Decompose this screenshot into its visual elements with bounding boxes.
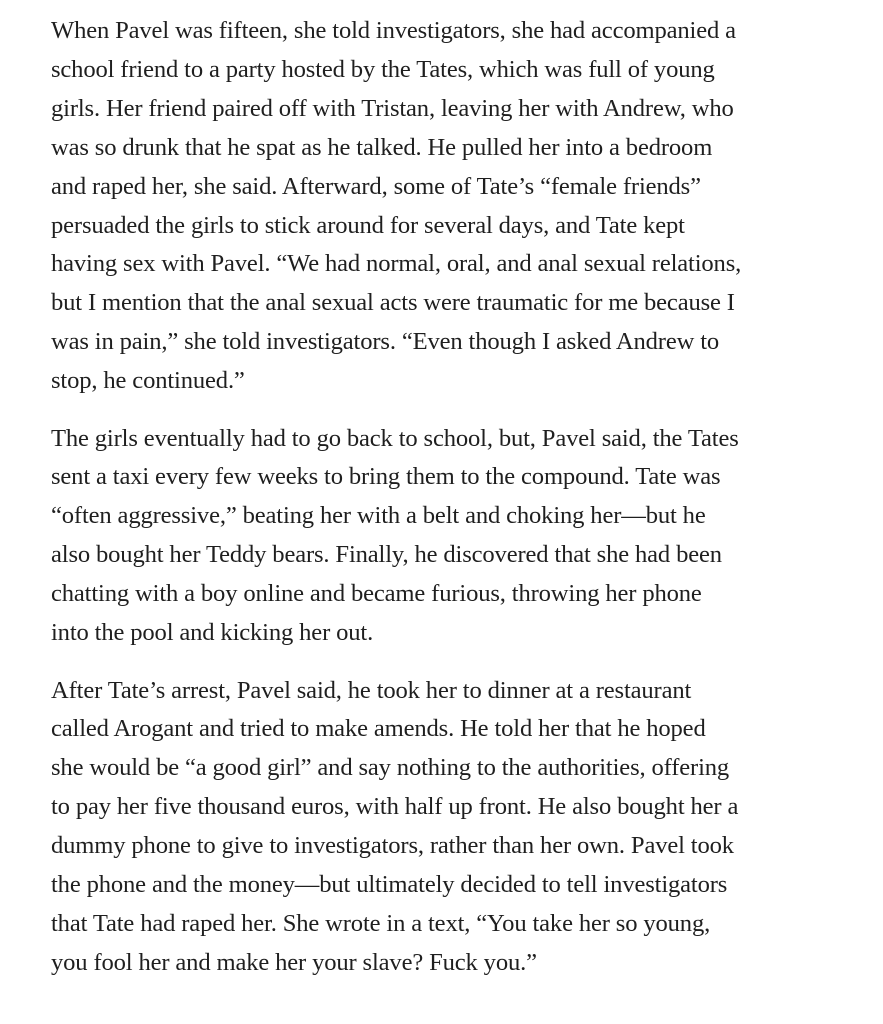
- text-line: you fool her and make her your slave? Fuck you.”: [51, 948, 537, 976]
- text-line: having sex with Pavel. “We had normal, oral, and anal sexual relations,: [51, 250, 742, 278]
- text-line: The girls eventually had to go back to school, but, Pavel said, the Tates: [51, 424, 739, 452]
- text-line: the phone and the money—but ultimately decided to tell investigators: [51, 871, 728, 899]
- text-line: persuaded the girls to stick around for several days, and Tate kept: [51, 211, 685, 239]
- text-line: sent a taxi every few weeks to bring them to the compound. Tate was: [51, 463, 721, 491]
- text-line: called Arogant and tried to make amends. He told her that he hoped: [51, 715, 706, 743]
- text-line: school friend to a party hosted by the Tates, which was full of young: [51, 55, 715, 83]
- text-line: but I mention that the anal sexual acts were traumatic for me because I: [51, 289, 735, 317]
- article-body: [51, 12, 841, 1001]
- text-line: girls. Her friend paired off with Tristan, leaving her with Andrew, who: [51, 94, 734, 122]
- text-line: into the pool and kicking her out.: [51, 619, 374, 647]
- paragraph-1: [51, 12, 841, 401]
- text-line: was in pain,” she told investigators. “Even though I asked Andrew to: [51, 328, 720, 356]
- text-line: dummy phone to give to investigators, rather than her own. Pavel took: [51, 832, 734, 860]
- text-line: After Tate’s arrest, Pavel said, he took her to dinner at a restaurant: [51, 676, 692, 704]
- text-line: When Pavel was fifteen, she told investigators, she had accompanied a: [51, 17, 736, 44]
- paragraph-2: [51, 420, 841, 653]
- text-line: to pay her five thousand euros, with half up front. He also bought her a: [51, 793, 739, 821]
- text-line: chatting with a boy online and became furious, throwing her phone: [51, 580, 702, 608]
- text-line: and raped her, she said. Afterward, some of Tate’s “female friends”: [51, 172, 701, 200]
- paragraph-3: [51, 672, 841, 983]
- text-line: was so drunk that he spat as he talked. He pulled her into a bedroom: [51, 133, 713, 161]
- text-line: that Tate had raped her. She wrote in a text, “You take her so young,: [51, 909, 711, 937]
- text-line: also bought her Teddy bears. Finally, he discovered that she had been: [51, 541, 722, 569]
- text-line: “often aggressive,” beating her with a belt and choking her—but he: [51, 502, 706, 530]
- text-line: stop, he continued.”: [51, 367, 245, 395]
- text-line: she would be “a good girl” and say nothing to the authorities, offering: [51, 754, 730, 782]
